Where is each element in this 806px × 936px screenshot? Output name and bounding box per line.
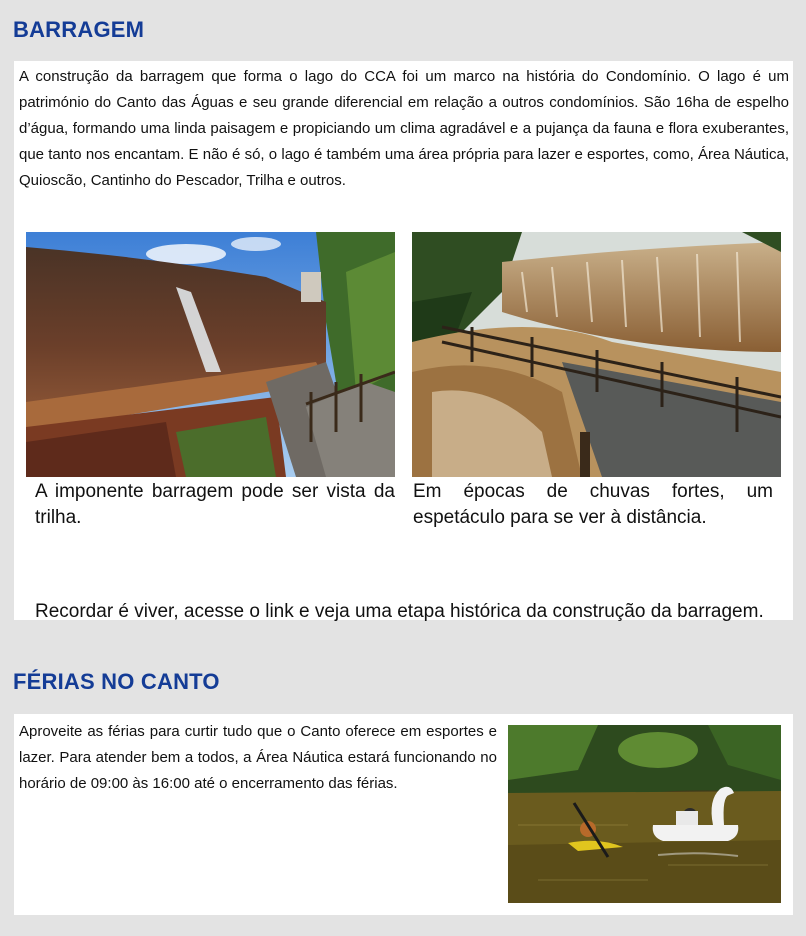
ferias-card xyxy=(14,714,793,915)
dam-trail-photo xyxy=(26,232,395,477)
section-title-ferias: FÉRIAS NO CANTO xyxy=(13,669,220,694)
lake-pedal-boat-photo xyxy=(508,725,781,903)
recordar-paragraph xyxy=(35,599,773,625)
barragem-card xyxy=(14,61,793,620)
dam-trail-caption: A imponente barragem pode ser vista da trilha. xyxy=(35,481,395,528)
recordar-link[interactable]: Recordar é viver, acesse o link e veja uma etapa histórica da construção da barragem. xyxy=(35,601,764,622)
barragem-intro-text: A construção da barragem que forma o lago do CCA foi um marco na história do Condomínio. O lago é um património do Canto das Águas e seu grande diferencial em relação a outros condomínios. São 16ha de espelho d’água, formando uma linda paisagem e propiciando um clima agradável e a pujança da fauna e flora exuberantes, que tanto nos encantam. E não é só, o lago é também uma área própria para lazer e esportes, como, Área Náutica, Quioscão, Cantinho do Pescador, Trilha e outros. xyxy=(19,68,789,189)
section-title-barragem: BARRAGEM xyxy=(13,17,145,42)
dam-overflow-photo xyxy=(412,232,781,477)
ferias-text: Aproveite as férias para curtir tudo que o Canto oferece em esportes e lazer. Para atender bem a todos, a Área Náutica estará funcionando no horário de 09:00 às 16:00 até o encerramento das férias. xyxy=(19,723,497,792)
dam-overflow-caption: Em épocas de chuvas fortes, um espetáculo para se ver à distância. xyxy=(413,481,773,528)
